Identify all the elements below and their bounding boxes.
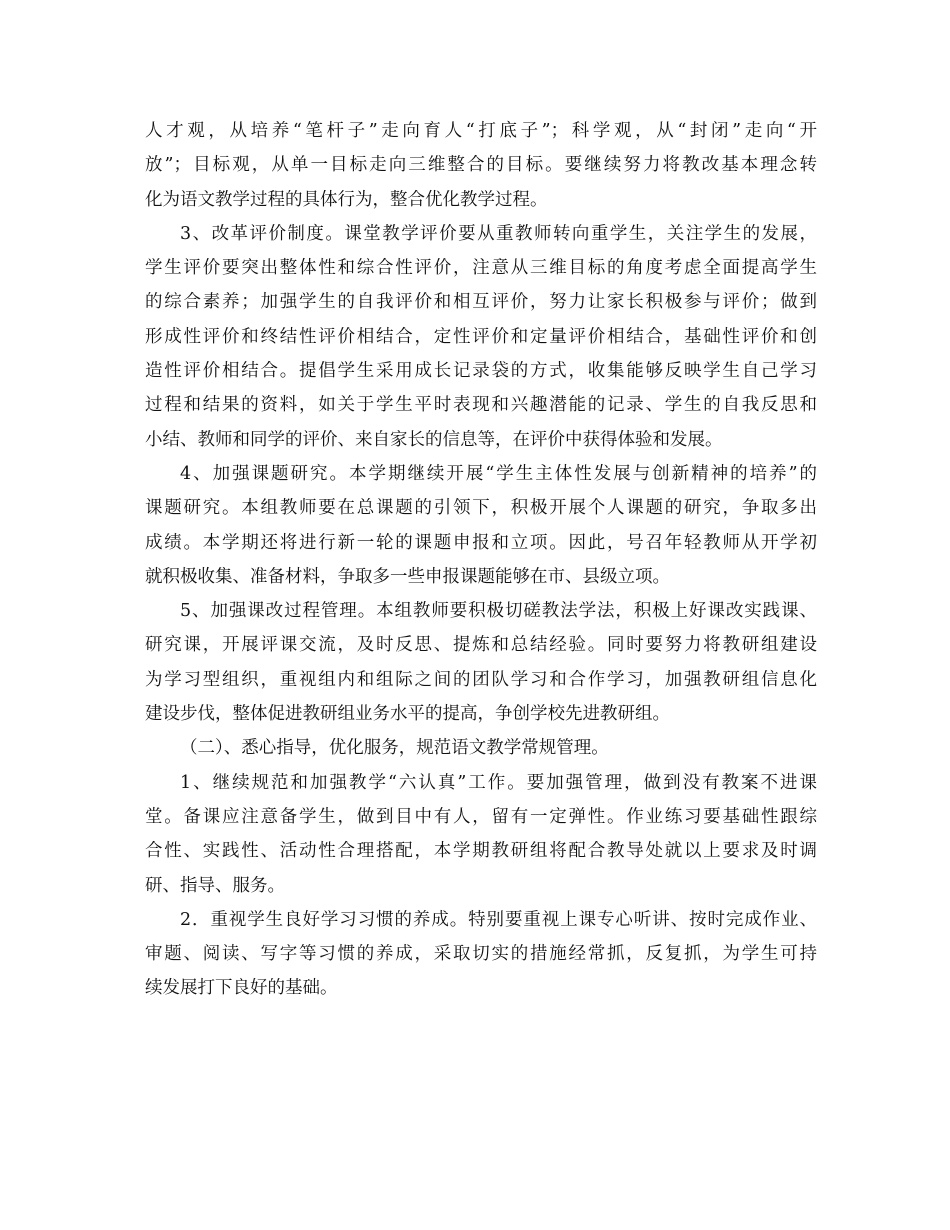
text-line: 学生评价要突出整体性和综合性评价，注意从三维目标的角度考虑全面提高学生: [145, 258, 817, 279]
text-line: 就积极收集、准备材料，争取多一些申报课题能够在市、县级立项。: [145, 566, 670, 587]
text-line: 续发展打下良好的基础。: [145, 978, 338, 999]
text-line: 小结、教师和同学的评价、来自家长的信息等，在评价中获得体验和发展。: [145, 429, 723, 450]
text-line: 化为语文教学过程的具体行为，整合优化教学过程。: [145, 189, 548, 210]
text-line: 合性、实践性、活动性合理搭配，本学期教研组将配合教导处就以上要求及时调: [145, 841, 817, 862]
section-heading: （二）、悉心指导，优化服务，规范语文教学常规管理。: [180, 738, 609, 759]
paragraph-start-line: 1、继续规范和加强教学“六认真”工作。要加强管理，做到没有教案不进课: [180, 772, 817, 793]
text-line: 成绩。本学期还将进行新一轮的课题申报和立项。因此，号召年轻教师从开学初: [145, 532, 817, 553]
paragraph-start-line: 5、加强课改过程管理。本组教师要积极切磋教法学法，积极上好课改实践课、: [180, 601, 817, 622]
paragraph-start-line: 3、改革评价制度。课堂教学评价要从重教师转向重学生，关注学生的发展，: [180, 223, 817, 244]
text-line: 放”；目标观，从单一目标走向三维整合的目标。要继续努力将教改基本理念转: [145, 155, 817, 176]
text-line: 课题研究。本组教师要在总课题的引领下，积极开展个人课题的研究，争取多出: [145, 498, 817, 519]
paragraph-start-line: 4、加强课题研究。本学期继续开展“学生主体性发展与创新精神的培养”的: [180, 463, 817, 484]
text-line: 造性评价相结合。提倡学生采用成长记录袋的方式，收集能够反映学生自己学习: [145, 361, 817, 382]
paragraph-start-line: 2．重视学生良好学习习惯的养成。特别要重视上课专心听讲、按时完成作业、: [180, 909, 817, 930]
text-line: 审题、阅读、写字等习惯的养成，采取切实的措施经常抓，反复抓，为学生可持: [145, 944, 817, 965]
text-line: 建设步伐，整体促进教研组业务水平的提高，争创学校先进教研组。: [145, 704, 670, 725]
text-line: 为学习型组织，重视组内和组际之间的团队学习和合作学习，加强教研组信息化: [145, 669, 817, 690]
document-body: [145, 114, 817, 1006]
text-line: 研究课，开展评课交流，及时反思、提炼和总结经验。同时要努力将教研组建设: [145, 635, 817, 656]
text-line: 的综合素养；加强学生的自我评价和相互评价，努力让家长积极参与评价；做到: [145, 292, 817, 313]
text-line: 形成性评价和终结性评价相结合，定性评价和定量评价相结合，基础性评价和创: [145, 326, 817, 347]
text-line: 过程和结果的资料，如关于学生平时表现和兴趣潜能的记录、学生的自我反思和: [145, 395, 817, 416]
text-line: 研、指导、服务。: [145, 875, 285, 896]
text-line: 人才观，从培养“笔杆子”走向育人“打底子”；科学观，从“封闭”走向“开: [145, 121, 817, 141]
text-line: 堂。备课应注意备学生，做到目中有人，留有一定弹性。作业练习要基础性跟综: [145, 806, 817, 827]
